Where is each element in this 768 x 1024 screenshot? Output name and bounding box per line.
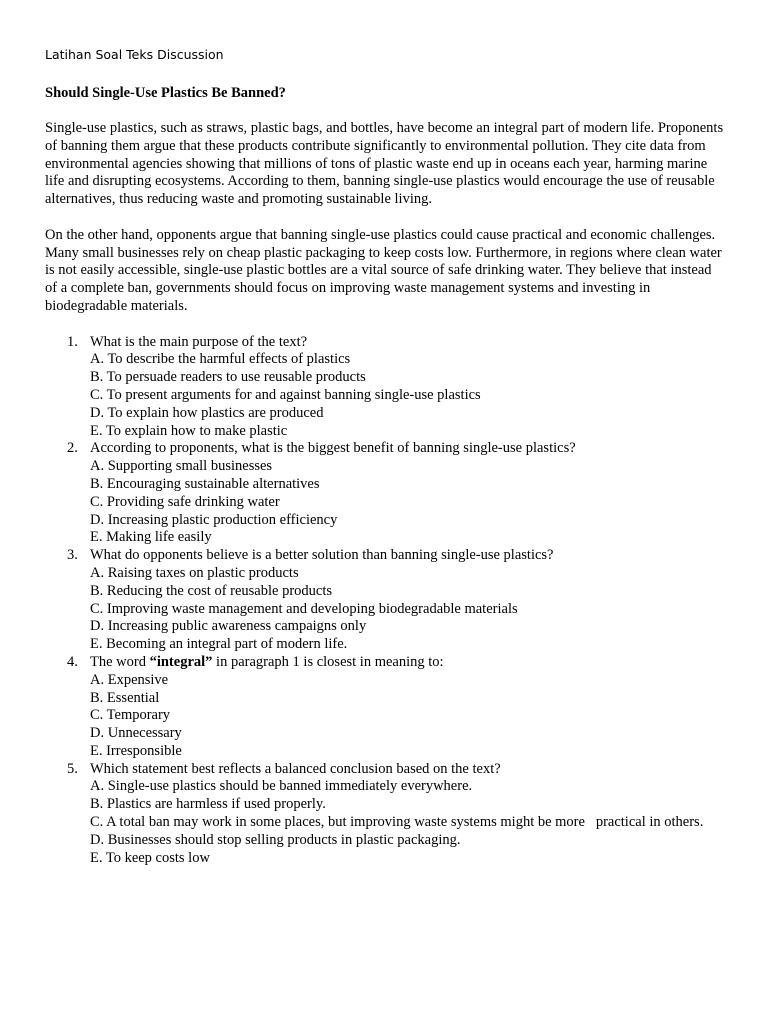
article-paragraph-2: On the other hand, opponents argue that banning single-use plastics could cause practical and economic challenges. Many small businesses rely on cheap plastic packaging to keep costs low. Furthermore, in regions where clean water is not easily accessible, single-use plastic bottles are a vital source of safe drinking water. They believe that instead of a complete ban, governments should focus on improving waste management systems and investing in biodegradable materials. [45,226,722,314]
answer-option: E. To explain how to make plastic [90,422,288,439]
answer-option: A. Supporting small businesses [90,458,273,475]
answer-option: E. To keep costs low [90,849,210,866]
answer-option: D. Businesses should stop selling products in plastic packaging. [90,831,461,848]
article-paragraph-1: Single-use plastics, such as straws, plastic bags, and bottles, have become an integral part of modern life. Proponents of banning them argue that these products contribute significantly to environmental pollution. They cite data from environmental agencies showing that millions of tons of plastic waste end up in oceans each year, harming marine life and disrupting ecosystems. According to them, banning single-use plastics would encourage the use of reusable alternatives, thus reducing waste and promoting sustainable living. [45,120,724,208]
question-text: According to proponents, what is the biggest benefit of banning single-use plastics? [90,440,576,457]
answer-option: B. Essential [90,689,160,706]
answer-option: D. To explain how plastics are produced [90,404,324,421]
question-1 [45,334,725,441]
question-number: 2. [67,440,78,457]
question-number: 4. [67,653,78,670]
question-3 [45,547,725,654]
answer-option: D. Increasing public awareness campaigns only [90,618,367,635]
answer-option: C. To present arguments for and against banning single-use plastics [90,386,481,403]
question-text-start: The word [90,653,150,670]
answer-option: A. Raising taxes on plastic products [90,564,299,581]
question-text: What is the main purpose of the text? [90,333,308,350]
question-4 [45,654,725,761]
answer-option: E. Making life easily [90,529,212,546]
answer-option: E. Becoming an integral part of modern life. [90,636,348,653]
question-number: 3. [67,547,78,564]
answer-option: A. Single-use plastics should be banned immediately everywhere. [90,778,473,795]
answer-option: E. Irresponsible [90,742,182,759]
question-text: Which statement best reflects a balanced conclusion based on the text? [90,760,501,777]
answer-option: C. Improving waste management and developing biodegradable materials [90,600,518,617]
answer-option: C. Temporary [90,707,171,724]
question-2 [45,440,725,547]
question-list [45,334,725,868]
question-text [90,654,725,672]
question-number: 5. [67,760,78,777]
answer-option: A. Expensive [90,671,169,688]
answer-option: C. A total ban may work in some places, but improving waste systems might be more practical in others. [90,814,704,831]
answer-option: B. To persuade readers to use reusable products [90,369,366,386]
highlighted-word: “integral” [149,653,213,670]
question-5 [45,761,725,868]
question-text: What do opponents believe is a better solution than banning single-use plastics? [90,547,554,564]
question-number: 1. [67,333,78,350]
answer-option: D. Increasing plastic production efficiency [90,511,338,528]
question-text-end: in paragraph 1 is closest in meaning to: [212,653,444,670]
answer-option: A. To describe the harmful effects of plastics [90,351,351,368]
answer-option: D. Unnecessary [90,725,182,742]
answer-option: B. Reducing the cost of reusable products [90,582,333,599]
answer-option: B. Plastics are harmless if used properly. [90,796,326,813]
document-page [45,46,725,867]
document-header: Latihan Soal Teks Discussion [45,47,224,62]
article-title: Should Single-Use Plastics Be Banned? [45,85,286,101]
answer-option: C. Providing safe drinking water [90,493,280,510]
answer-option: B. Encouraging sustainable alternatives [90,475,320,492]
